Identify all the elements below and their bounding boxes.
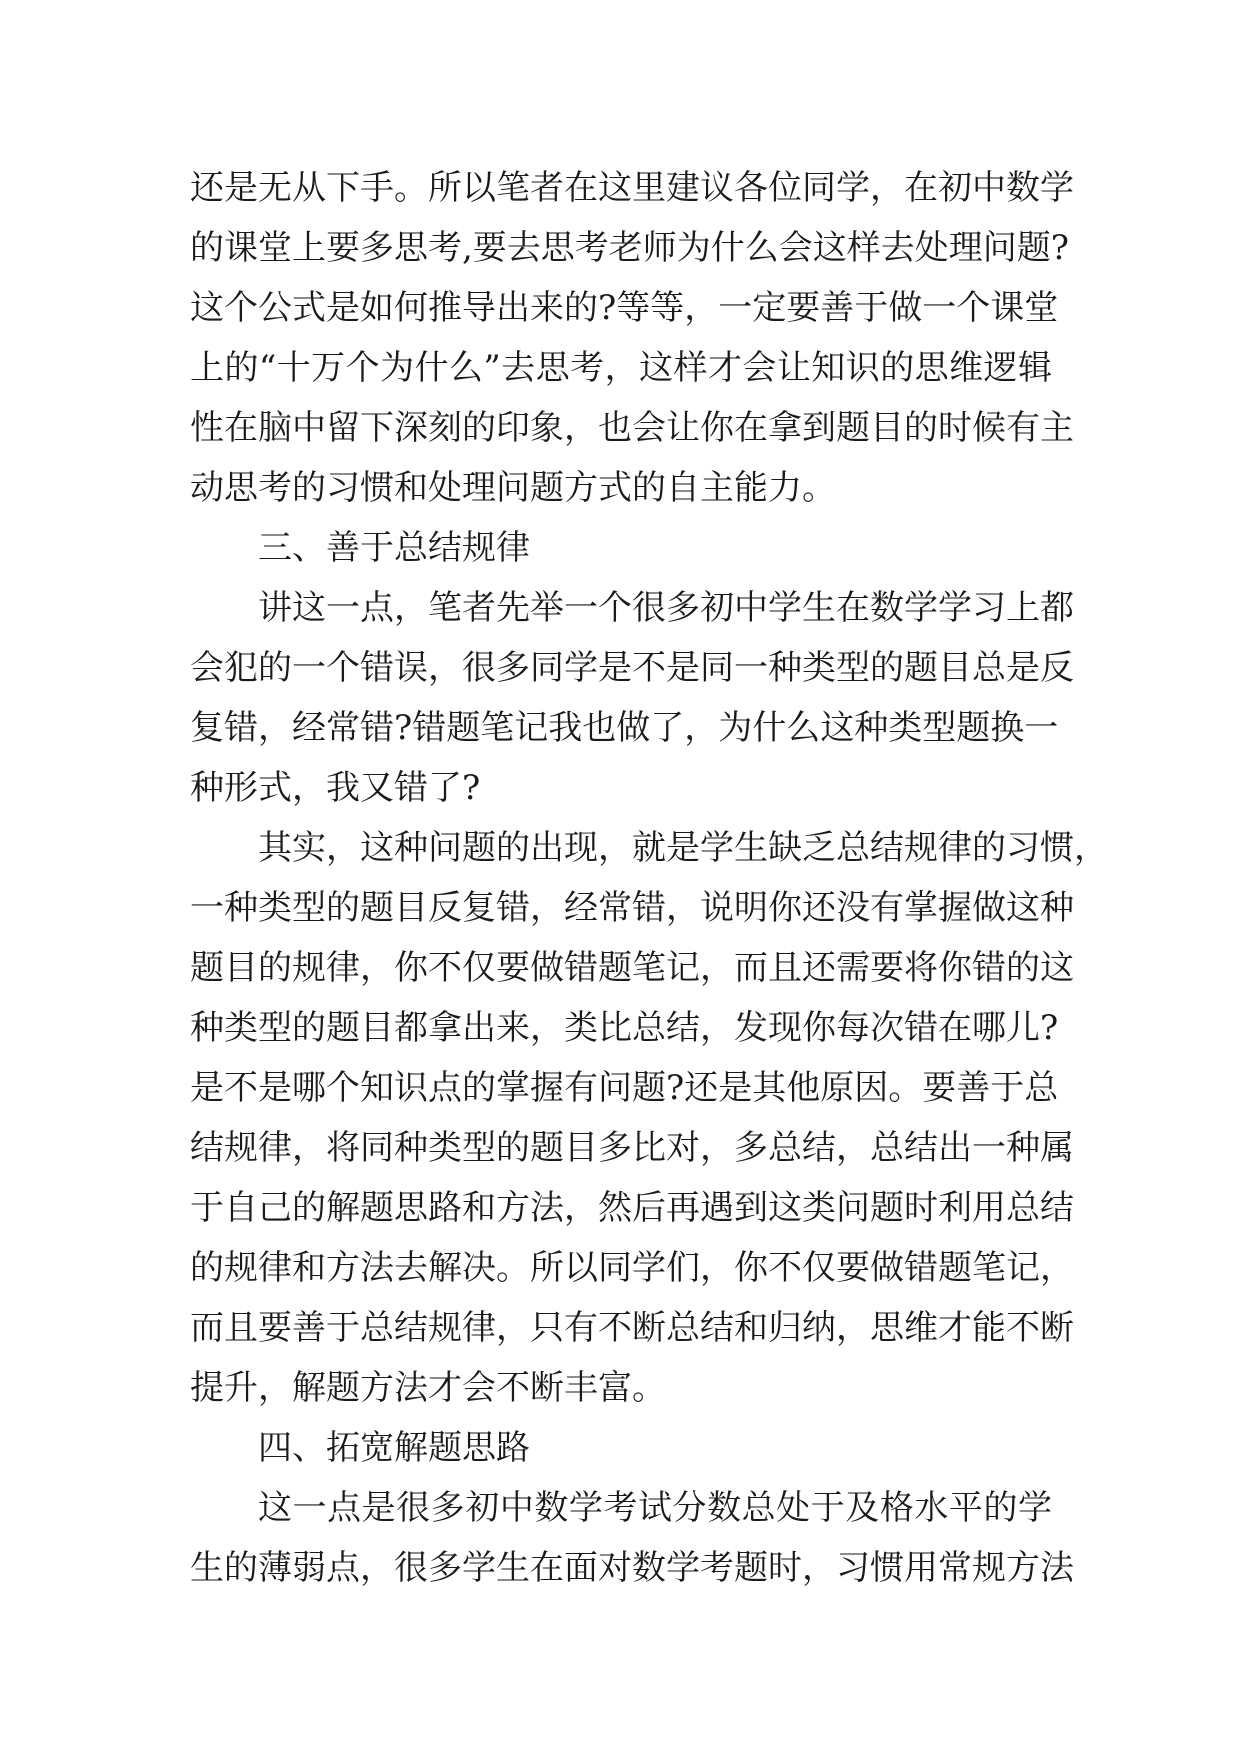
text-line: 是不是哪个知识点的掌握有问题?还是其他原因。要善于总 [190, 1068, 1059, 1108]
document-body [190, 158, 1108, 1598]
text-line: 于自己的解题思路和方法，然后再遇到这类问题时利用总结 [190, 1188, 1074, 1228]
text-line: 上的“十万个为什么”去思考，这样才会让知识的思维逻辑 [190, 348, 1052, 388]
text-line: 其实，这种问题的出现，就是学生缺乏总结规律的习惯， [258, 828, 1108, 868]
paragraph [190, 818, 1108, 1418]
text-line: 题目的规律，你不仅要做错题笔记，而且还需要将你错的这 [190, 948, 1074, 988]
text-line: 一种类型的题目反复错，经常错，说明你还没有掌握做这种 [190, 888, 1074, 928]
text-line: 这一点是很多初中数学考试分数总处于及格水平的学 [258, 1488, 1052, 1528]
text-line: 讲这一点，笔者先举一个很多初中学生在数学学习上都 [258, 588, 1074, 628]
text-line: 种类型的题目都拿出来，类比总结，发现你每次错在哪儿? [190, 1008, 1059, 1048]
text-line: 生的薄弱点，很多学生在面对数学考题时，习惯用常规方法 [190, 1548, 1074, 1588]
text-line: 复错，经常错?错题笔记我也做了，为什么这种类型题换一 [190, 708, 1059, 748]
paragraph [190, 158, 1074, 518]
section-heading: 三、善于总结规律 [258, 528, 530, 568]
text-line: 动思考的习惯和处理问题方式的自主能力。 [190, 468, 836, 508]
text-line: 种形式，我又错了? [190, 768, 481, 808]
text-line: 而且要善于总结规律，只有不断总结和归纳，思维才能不断 [190, 1308, 1074, 1348]
text-line: 的规律和方法去解决。所以同学们，你不仅要做错题笔记， [190, 1248, 1074, 1288]
section-heading: 四、拓宽解题思路 [258, 1428, 530, 1468]
text-line: 的课堂上要多思考,要去思考老师为什么会这样去处理问题? [190, 228, 1070, 268]
text-line: 结规律，将同种类型的题目多比对，多总结，总结出一种属 [190, 1128, 1074, 1168]
text-line: 性在脑中留下深刻的印象，也会让你在拿到题目的时候有主 [190, 408, 1074, 448]
text-line: 会犯的一个错误，很多同学是不是同一种类型的题目总是反 [190, 648, 1074, 688]
text-line: 提升，解题方法才会不断丰富。 [190, 1368, 666, 1408]
paragraph [190, 1478, 1074, 1598]
paragraph [190, 578, 1074, 818]
text-line: 还是无从下手。所以笔者在这里建议各位同学，在初中数学 [190, 168, 1074, 208]
text-line: 这个公式是如何推导出来的?等等，一定要善于做一个课堂 [190, 288, 1059, 328]
